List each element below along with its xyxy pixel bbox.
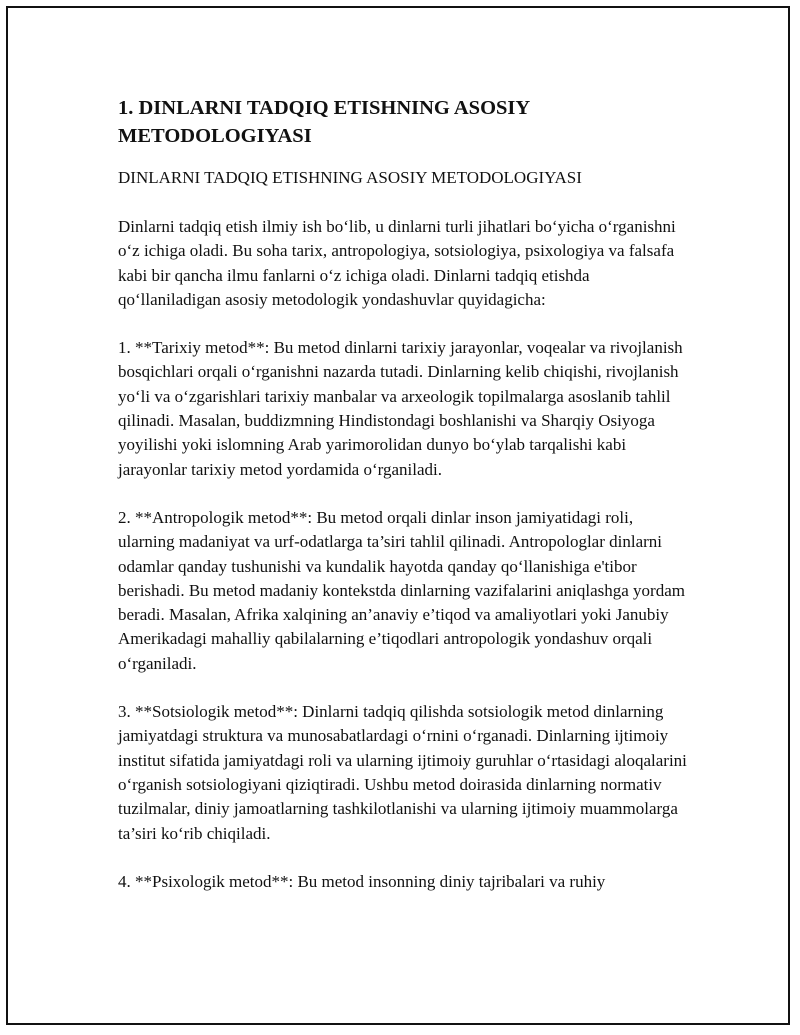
paragraph-anthropological-method: 2. **Antropologik metod**: Bu metod orqali dinlar inson jamiyatidagi roli, ularning madaniyat va urf-odatlarga ta’siri tahlil qilinadi. Antropologlar dinlarni odamlar qanday tushunishi va kundalik hayotda qanday qo‘llanishiga e'tibor berishadi. Bu metod madaniy kontekstda dinlarning vazifalarini aniqlashga yordam beradi. Masalan, Afrika xalqining an’anaviy e’tiqod va amaliyotlari yoki Janubiy Amerikadagi mahalliy qabilalarning e’tiqodlari antropologik yondashuv orqali o‘rganiladi.: [118, 507, 685, 673]
paragraph-historical-method: 1. **Tarixiy metod**: Bu metod dinlarni tarixiy jarayonlar, voqealar va rivojlanish bosqichlari orqali o‘rganishni nazarda tutadi. Dinlarning kelib chiqishi, rivojlanish yo‘li va o‘zgarishlari tarixiy manbalar va arxeologik topilmalarga asoslanib tahlil qilinadi. Masalan, buddizmning Hindistondagi boshlanishi va Sharqiy Osiyoga yoyilishi yoki islomning Arab yarimorolidan dunyo bo‘ylab tarqalishi kabi jarayonlar tarixiy metod yordamida o‘rganiladi.: [118, 338, 683, 479]
document-heading: 1. DINLARNI TADQIQ ETISHNING ASOSIY METODOLOGIYASI: [118, 97, 530, 147]
document-body: [118, 94, 688, 918]
paragraph-sociological-method: 3. **Sotsiologik metod**: Dinlarni tadqiq qilishda sotsiologik metod dinlarning jamiyatdagi struktura va munosabatlardagi o‘rnini o‘rganadi. Dinlarning ijtimoiy institut sifatida jamiyatdagi roli va ularning ijtimoiy guruhlar o‘rtasidagi aloqalarini o‘rganish sotsiologiyani qiziqtiradi. Ushbu metod doirasida dinlarning normativ tuzilmalar, diniy jamoatlarning tashkilotlanishi va ularning ijtimoiy muammolarga ta’siri ko‘rib chiqiladi.: [118, 702, 687, 843]
document-subheading: DINLARNI TADQIQ ETISHNING ASOSIY METODOLOGIYASI: [118, 168, 582, 187]
paragraph-psychological-method: 4. **Psixologik metod**: Bu metod insonning diniy tajribalari va ruhiy: [118, 871, 606, 891]
paragraph-intro: Dinlarni tadqiq etish ilmiy ish bo‘lib, u dinlarni turli jihatlari bo‘yicha o‘rganishni o‘z ichiga oladi. Bu soha tarix, antropologiya, sotsiologiya, psixologiya va falsafa kabi bir qancha ilmu fanlarni o‘z ichiga oladi. Dinlarni tadqiq etishda qo‘llaniladigan asosiy metodologik yondashuvlar quyidagicha:: [118, 217, 676, 309]
